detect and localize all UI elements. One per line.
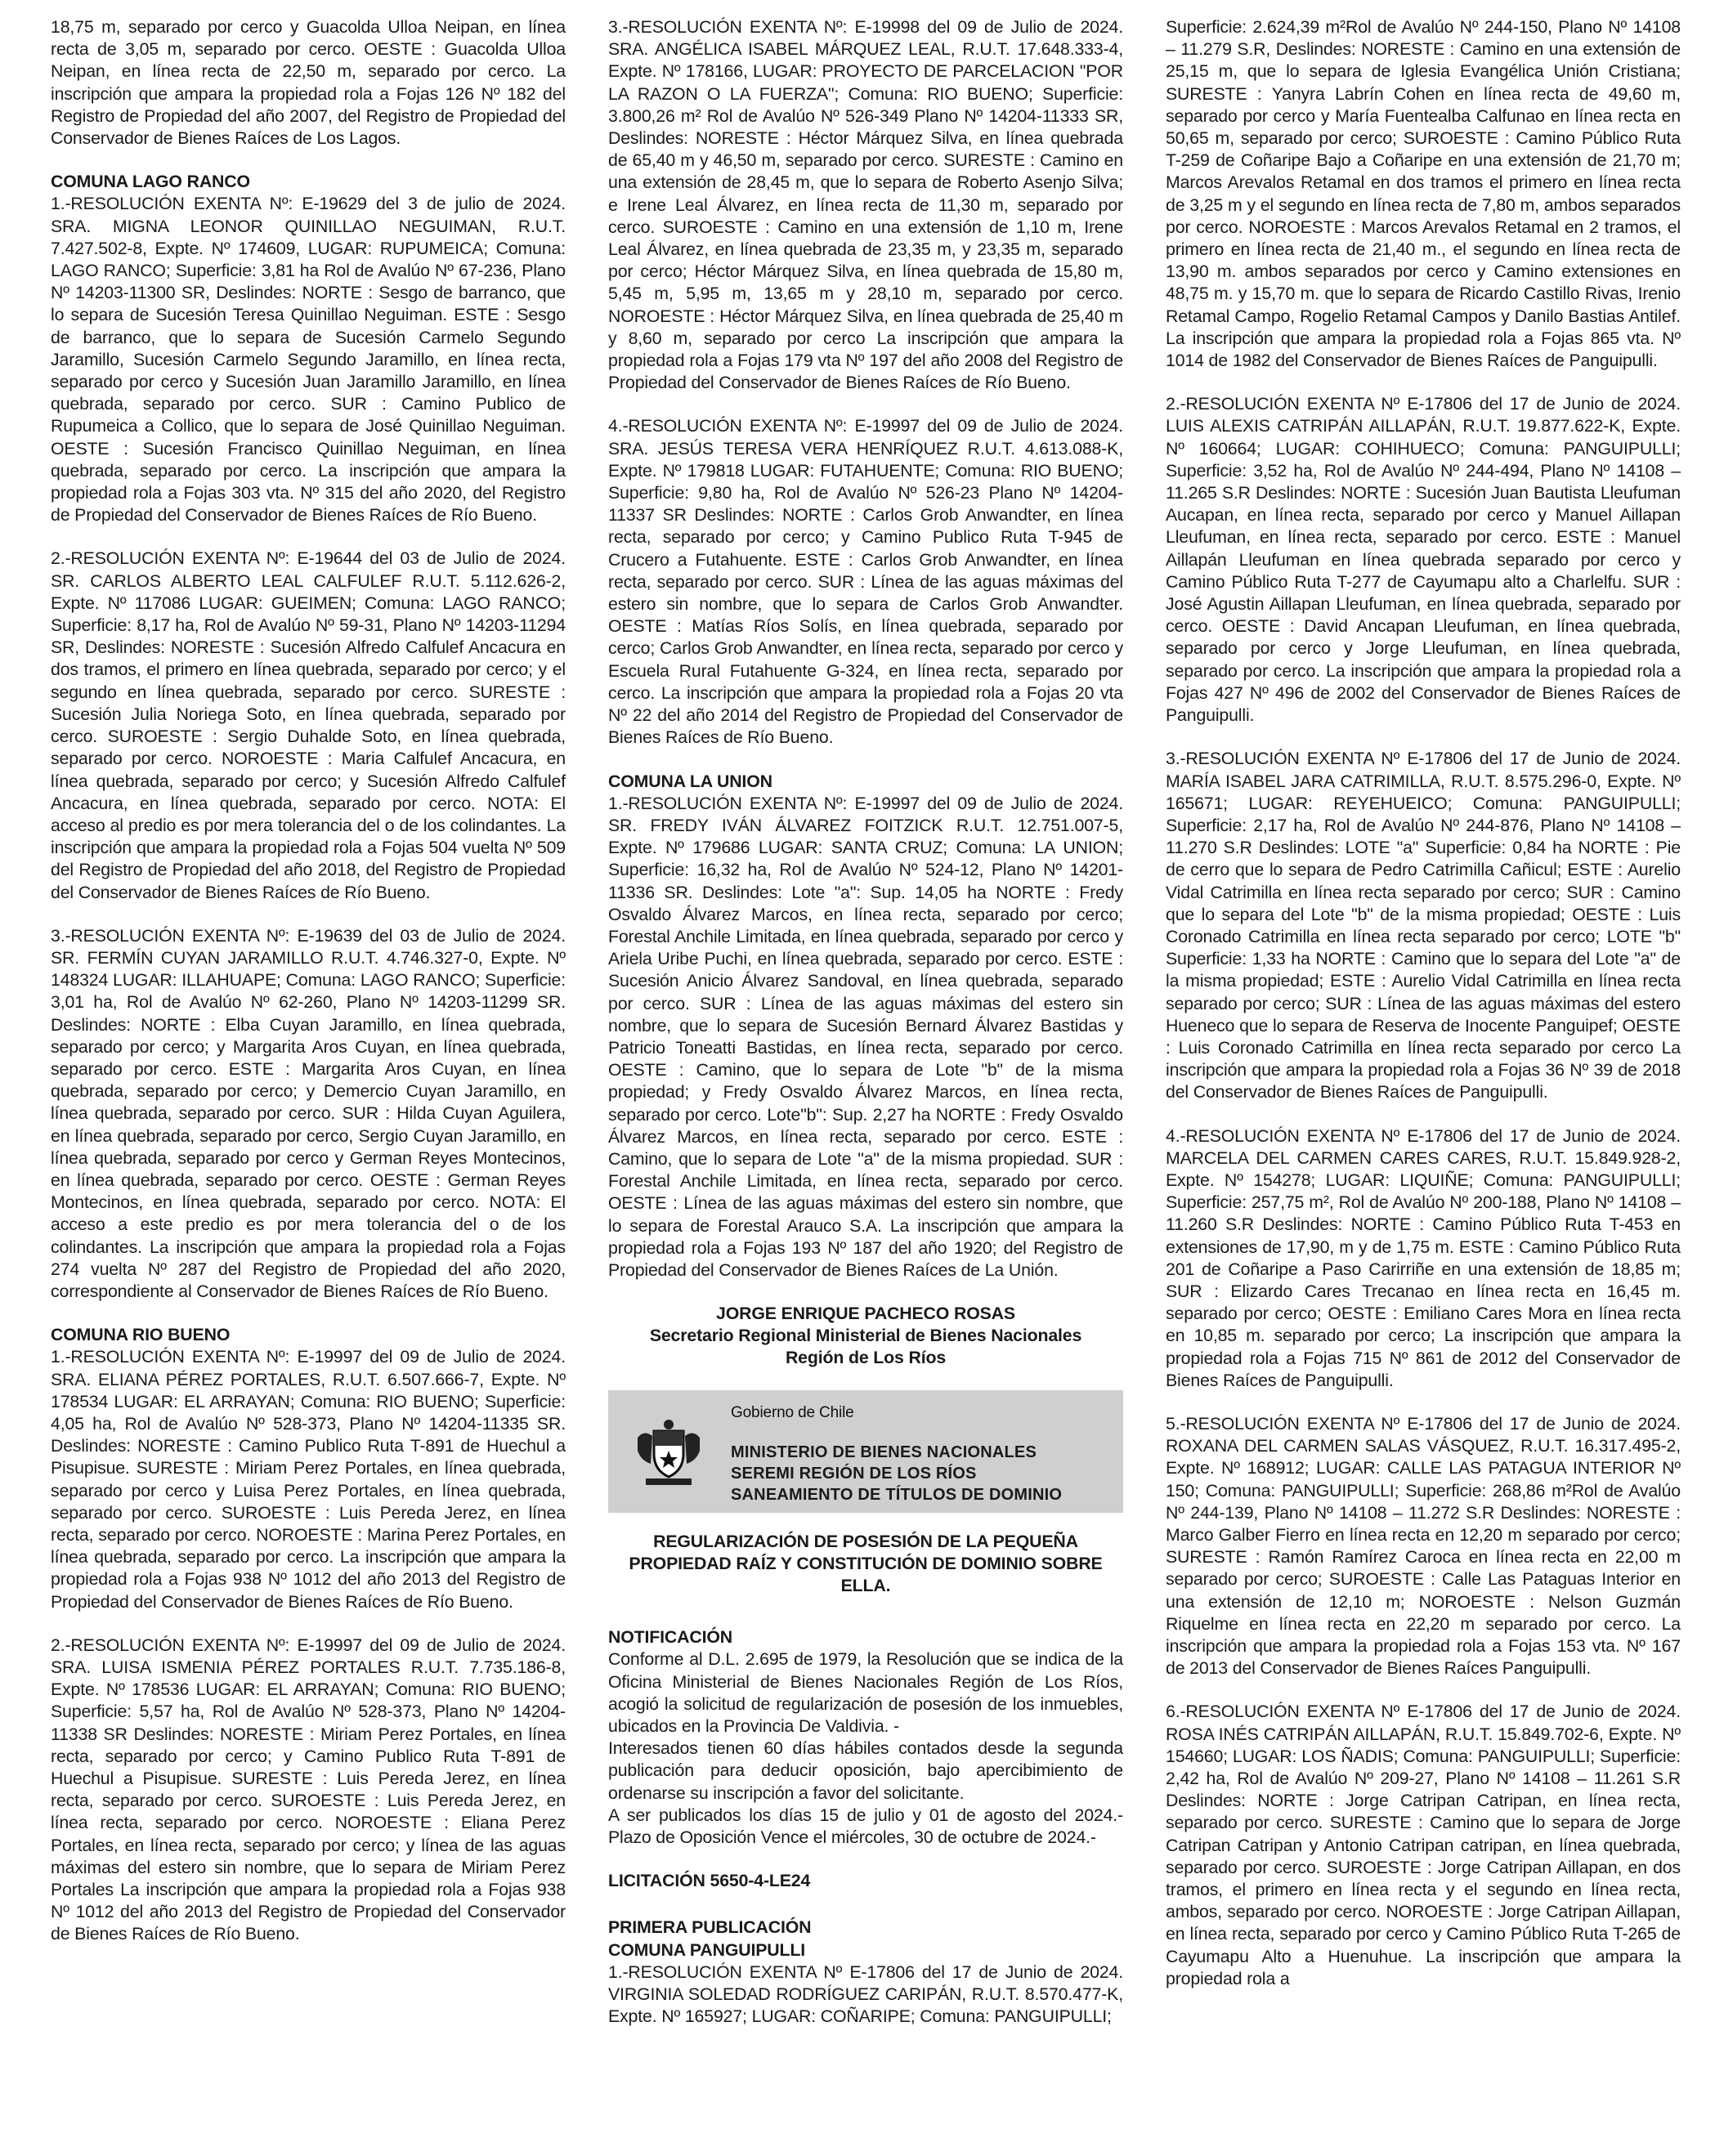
continued-text: 18,75 m, separado por cerco y Guacolda Ulloa Neipan, en línea recta de 3,05 m, separado por cerco. OESTE : Guacolda Ulloa Neipan, en línea recta de 22,50 m, separado por cerco. La inscripción que ampara la propiedad rola a Fojas 126 Nº 182 del Registro de Propiedad del año 2007, del Registro de Propiedad del Conservador de Bienes Raíces de Los Lagos. <box>51 17 566 149</box>
resolution-entry: 1.-RESOLUCIÓN EXENTA Nº E-17806 del 17 de Junio de 2024. VIRGINIA SOLEDAD RODRÍGUEZ CARIPÁN, R.U.T. 8.570.477-K, Expte. Nº 165927; LUGAR: COÑARIPE; Comuna: PANGUIPULLI; <box>608 1961 1123 2027</box>
ministry-logo-banner <box>608 1390 1123 1513</box>
regularizacion-line-2: PROPIEDAD RAÍZ Y CONSTITUCIÓN DE DOMINIO SOBRE ELLA. <box>629 1554 1103 1596</box>
continued-text: Superficie: 2.624,39 m²Rol de Avalúo Nº 244-150, Plano Nº 14108 – 11.279 S.R, Deslindes: NORESTE : Camino en una extensión de 25,15 m, que lo separa de Iglesia Evangélica Unión Cristiana; SURESTE : Yanyra Labrín Cohen en línea recta de 49,60 m, separado por cerco y María Fuentealba Calfunao en línea recta en 50,65 m, separado por cerco; SUROESTE : Camino Público Ruta T-259 de Coñaripe Bajo a Coñaripe en una extensión de 21,70 m; Marcos Arevalos Retamal en dos tramos el primero en línea recta de 3,25 m y el segundo en línea recta de 7,80 m, ambos separados por cerco. NOROESTE : Marcos Arevalos Retamal en 2 tramos, el primero en línea recta de 21,40 m., el segundo en línea recta de 13,90 m. ambos separados por cerco y Camino extensiones en 48,75 m. y 15,70 m. que lo separa de Ricardo Castillo Rivas, Irenio Retamal Campo, Rogelio Retamal Campos y Danilo Bastias Antilef. La inscripción que ampara la propiedad rola a Fojas 865 vta. Nº 1014 de 1982 del Conservador de Bienes Raíces de Panguipulli. <box>1166 17 1681 371</box>
gobierno-label: Gobierno de Chile <box>731 1404 854 1422</box>
resolution-entry: 5.-RESOLUCIÓN EXENTA Nº E-17806 del 17 de Junio de 2024. ROXANA DEL CARMEN SALAS VÁSQUEZ, R.U.T. 16.317.495-2, Expte. Nº 168912; LUGAR: CALLE LAS PATAGUA INTERIOR Nº 150; Comuna: PANGUIPULLI; Superficie: 268,86 m²Rol de Avalúo Nº 244-139, Plano Nº 14108 – 11.272 S.R Deslindes: NORESTE : Marco Galber Fierro en línea recta en 12,20 m separado por cerco; SURESTE : Ramón Ramírez Caroca en línea recta en 22,00 m separado por cerco; SUROESTE : Calle Las Pataguas Interior en una extensión de 12,10 m; NOROESTE : Nelson Guzmán Riquelme en línea recta en 22,20 m separado por cerco. La inscripción que ampara la propiedad rola a Fojas 153 vta. Nº 167 de 2013 del Conservador de Bienes Raíces Panguipulli. <box>1166 1413 1681 1679</box>
resolution-entry: 6.-RESOLUCIÓN EXENTA Nº E-17806 del 17 de Junio de 2024. ROSA INÉS CATRIPÁN AILLAPÁN, R.U.T. 15.849.702-6, Expte. Nº 154660; LUGAR: LOS ÑADIS; Comuna: PANGUIPULLI; Superficie: 2,42 ha, Rol de Avalúo Nº 209-27, Plano Nº 14108 – 11.261 S.R Deslindes: NORTE : Jorge Catripan Catripan, en línea recta, separado por cerco. SURESTE : Camino que lo separa de Jorge Catripan Catripan y Antonio Catripan catripan, en línea quebrada, separado por cerco. SUROESTE : Jorge Catripan Aillapan, en dos tramos, el primero en línea recta y el segundo en línea recta, ambos, separado por cerco. NOROESTE : Jorge Catripan Aillapan, en línea recta, separado por cerco y Camino Público Ruta T-265 de Cayumapu Alto a Huenuhue. La inscripción que ampara la propiedad rola a <box>1166 1702 1681 1988</box>
resolution-entry: 2.-RESOLUCIÓN EXENTA Nº: E-19997 del 09 de Julio de 2024. SRA. LUISA ISMENIA PÉREZ PORTALES R.U.T. 7.735.186-8, Expte. Nº 178536 LUGAR: EL ARRAYAN; Comuna: RIO BUENO; Superficie: 5,57 ha, Rol de Avalúo Nº 528-373, Plano Nº 14204-11338 SR Deslindes: NORESTE : Miriam Perez Portales, en línea recta, separado por cerco; y Camino Publico Ruta T-891 de Huechul a Pisupisue. SURESTE : Luis Pereda Jerez, en línea recta, separado por cerco. SUROESTE : Luis Pereda Jerez, en línea recta, separado por cerco. NOROESTE : Eliana Perez Portales, en línea recta, separado por cerco; y línea de las aguas máximas del estero sin nombre, que lo separa de Miriam Perez Portales La inscripción que ampara la propiedad rola a Fojas 938 Nº 1012 del año 2013 del Registro de Propiedad del Conservador de Bienes Raíces de Río Bueno. <box>51 1635 566 1944</box>
resolution-entry: 1.-RESOLUCIÓN EXENTA Nº: E-19997 del 09 de Julio de 2024. SR. FREDY IVÁN ÁLVAREZ FOITZICK R.U.T. 12.751.007-5, Expte. Nº 179686 LUGAR: SANTA CRUZ; Comuna: LA UNION; Superficie: 16,32 ha, Rol de Avalúo Nº 524-12, Plano Nº 14201-11336 SR. Deslindes: Lote "a": Sup. 14,05 ha NORTE : Fredy Osvaldo Álvarez Marcos, en línea recta, separado por cerco; Forestal Anchile Limitada, en línea quebrada, separado por cerco y Ariela Uribe Puchi, en línea quebrada, separado por cerco. ESTE : Sucesión Anicio Álvarez Sandoval, en línea quebrada, separado por cerco. SUR : Línea de las aguas máximas del estero sin nombre, que lo separa de Sucesión Bernard Álvarez Bastidas y Patricio Toneatti Bastidas, en línea recta, separado por cerco. OESTE : Camino, que lo separa de Lote "b" de la misma propiedad; y Fredy Osvaldo Álvarez Marcos, en línea recta, separado por cerco. Lote"b": Sup. 2,27 ha NORTE : Fredy Osvaldo Álvarez Marcos, en línea recta, separado por cerco. ESTE : Camino, que lo separa de Lote "a" de la misma propiedad. SUR : Forestal Anchile Limitada, en línea recta, separado por cerco. OESTE : Línea de las aguas máximas del estero sin nombre, que lo separa de Forestal Arauco S.A. La inscripción que ampara la propiedad rola a Fojas 193 Nº 187 del año 1920; del Registro de Propiedad del Conservador de Bienes Raíces de La Unión. <box>608 793 1123 1280</box>
licitacion-label: LICITACIÓN 5650-4-LE24 <box>608 1871 811 1891</box>
section-title-panguipulli: COMUNA PANGUIPULLI <box>608 1939 806 1960</box>
resolution-entry: 4.-RESOLUCIÓN EXENTA Nº E-17806 del 17 de Junio de 2024. MARCELA DEL CARMEN CARES CARES, R.U.T. 15.849.928-2, Expte. Nº 154278; LUGAR: LIQUIÑE; Comuna: PANGUIPULLI; Superficie: 257,75 m², Rol de Avalúo Nº 200-188, Plano Nº 14108 – 11.260 S.R Deslindes: NORTE : Camino Público Ruta T-453 en extensiones de 17,90, m y de 1,75 m. ESTE : Camino Público Ruta 201 de Coñaripe a Paso Carirriñe en una extensión de 18,85 m; SUR : Elizardo Cares Trecanao en línea recta en 16,45 m. separado por cerco; OESTE : Emiliano Cares Mora en línea recta en 10,85 m. separado por cerco; La inscripción que ampara la propiedad rola a Fojas 715 Nº 861 de 2012 del Conservador de Bienes Raíces de Panguipulli. <box>1166 1125 1681 1390</box>
notificacion-body-3: A ser publicados los días 15 de julio y 01 de agosto del 2024.- Plazo de Oposición Vence el miércoles, 30 de octubre de 2024.- <box>608 1805 1123 1847</box>
saneamiento-line: SANEAMIENTO DE TÍTULOS DE DOMINIO <box>731 1486 1063 1505</box>
column-3 <box>1166 16 1681 2141</box>
resolution-entry: 3.-RESOLUCIÓN EXENTA Nº: E-19639 del 03 de Julio de 2024. SR. FERMÍN CUYAN JARAMILLO R.U.T. 4.746.327-0, Expte. Nº 148324 LUGAR: ILLAHUAPE; Comuna: LAGO RANCO; Superficie: 3,01 ha, Rol de Avalúo Nº 62-260, Plano Nº 14203-11299 SR. Deslindes: NORTE : Elba Cuyan Jaramillo, en línea quebrada, separado por cerco; y Margarita Aros Cuyan, en línea quebrada, separado por cerco. ESTE : Margarita Aros Cuyan, en línea quebrada, separado por cerco; y Demercio Cuyan Jaramillo, en línea quebrada, separado por cerco. SUR : Hilda Cuyan Aguilera, en línea quebrada, separado por cerco, Sergio Cuyan Jaramillo, en línea quebrada, separado por cerco y German Reyes Montecinos, en línea quebrada, separado por cerco. OESTE : German Reyes Montecinos, en línea quebrada, separado por cerco. NOTA: El acceso a este predio es por mera tolerancia del o de los colindantes. La inscripción que ampara la propiedad rola a Fojas 274 vuelta Nº 287 del Registro de Propiedad del año 2020, correspondiente al Conservador de Bienes Raíces de Río Bueno. <box>51 925 566 1301</box>
regularizacion-heading <box>608 1531 1123 1597</box>
section-title-la-union: COMUNA LA UNION <box>608 771 772 791</box>
logo-text <box>731 1402 1062 1505</box>
primera-publicacion-label: PRIMERA PUBLICACIÓN <box>608 1917 812 1938</box>
newspaper-page <box>51 16 1681 2141</box>
resolution-entry: 3.-RESOLUCIÓN EXENTA Nº: E-19998 del 09 de Julio de 2024. SRA. ANGÉLICA ISABEL MÁRQUEZ LEAL, R.U.T. 17.648.333-4, Expte. Nº 178166, LUGAR: PROYECTO DE PARCELACION "POR LA RAZON O LA FUERZA"; Comuna: RIO BUENO; Superficie: 3.800,26 m² Rol de Avalúo Nº 526-349 Plano Nº 14204-11333 SR, Deslindes: NORESTE : Héctor Márquez Silva, en línea quebrada de 65,40 m y 46,50 m, separado por cerco. SURESTE : Camino en una extensión de 28,45 m, que lo separa de Roberto Asenjo Silva; e Irene Leal Álvarez, en línea recta de 11,30 m, separado por cerco. SUROESTE : Camino en una extensión de 1,10 m, Irene Leal Álvarez, en línea quebrada de 23,35 m, y 23,35 m, separado por cerco; Héctor Márquez Silva, en línea quebrada de 15,80 m, 5,45 m, 5,95 m, 13,65 m y 28,10 m, separado por cerco. NOROESTE : Héctor Márquez Silva, en línea quebrada de 25,40 m y 8,60 m, separado por cerco La inscripción que ampara la propiedad rola a Fojas 179 vta Nº 197 del año 2008 del Registro de Propiedad del Conservador de Bienes Raíces de Río Bueno. <box>608 17 1123 393</box>
resolution-entry: 3.-RESOLUCIÓN EXENTA Nº E-17806 del 17 de Junio de 2024. MARÍA ISABEL JARA CATRIMILLA, R.U.T. 8.575.296-0, Expte. Nº 165671; LUGAR: REYEHUEICO; Comuna: PANGUIPULLI; Superficie: 2,17 ha, Rol de Avalúo Nº 244-876, Plano Nº 14108 – 11.270 S.R Deslindes: LOTE "a" Superficie: 0,84 ha NORTE : Pie de cerro que lo separa de Pedro Catrimilla Cañicul; ESTE : Aurelio Vidal Catrimilla en línea recta separado por cerco; SUR : Camino que lo separa del Lote "b" de la misma propiedad; OESTE : Luis Coronado Catrimilla en línea recta separado por cerco; LOTE "b" Superficie: 1,33 ha NORTE : Camino que lo separa del Lote "a" de la misma propiedad; ESTE : Aurelio Vidal Catrimilla en línea recta separado por cerco; SUR : Línea de las aguas máximas del estero Hueneco que lo separa de Reserva de Inocente Panguipef; OESTE : Luis Coronado Catrimilla en línea recta separado por cerco La inscripción que ampara la propiedad rola a Fojas 36 Nº 39 de 2018 del Conservador de Bienes Raíces de Panguipulli. <box>1166 749 1681 1103</box>
regularizacion-line-1: REGULARIZACIÓN DE POSESIÓN DE LA PEQUEÑA <box>653 1532 1078 1552</box>
ministry-line: MINISTERIO DE BIENES NACIONALES <box>731 1443 1037 1462</box>
seremi-line: SEREMI REGIÓN DE LOS RÍOS <box>731 1465 977 1483</box>
resolution-entry: 1.-RESOLUCIÓN EXENTA Nº: E-19997 del 09 de Julio de 2024. SRA. ELIANA PÉREZ PORTALES, R.U.T. 6.507.666-7, Expte. Nº 178534 LUGAR: EL ARRAYAN; Comuna: RIO BUENO; Superficie: 4,05 ha, Rol de Avalúo Nº 528-373, Plano Nº 14204-11335 SR. Deslindes: NORESTE : Camino Publico Ruta T-891 de Huechul a Pisupisue. SURESTE : Miriam Perez Portales, en línea quebrada, separado por cerco y Luisa Perez Portales, en línea quebrada, separado por cerco. SUROESTE : Luis Pereda Jerez, en línea recta, separado por cerco. NOROESTE : Marina Perez Portales, en línea quebrada, separado por cerco. La inscripción que ampara la propiedad rola a Fojas 938 Nº 1012 del año 2013 del Registro de Propiedad del Conservador de Bienes Raíces de Río Bueno. <box>51 1347 566 1612</box>
signature-block <box>608 1303 1123 1369</box>
resolution-entry: 2.-RESOLUCIÓN EXENTA Nº E-17806 del 17 de Junio de 2024. LUIS ALEXIS CATRIPÁN AILLAPÁN, R.U.T. 19.877.622-K, Expte. Nº 160664; LUGAR: COHIHUECO; Comuna: PANGUIPULLI; Superficie: 3,52 ha, Rol de Avalúo Nº 244-494, Plano Nº 14108 – 11.265 S.R Deslindes: NORTE : Sucesión Juan Bautista Lleufuman Aucapan, en línea recta, separado por cerco y Manuel Aillapan Lleufuman, en línea recta, separado por cerco. ESTE : Manuel Aillapán Lleufuman en línea quebrada separado por cerco y Camino Público Ruta T-277 de Cayumapu alto a Charlelfu. SUR : José Agustin Aillapan Lleufuman, en línea quebrada, separado por cerco. OESTE : David Ancapan Lleufuman, en línea quebrada, separado por cerco y Jorge Lleufuman, en línea quebrada, separado por cerco. La inscripción que ampara la propiedad rola a Fojas 427 Nº 496 de 2002 del Conservador de Bienes Raíces de Panguipulli. <box>1166 394 1681 726</box>
notificacion-body: Conforme al D.L. 2.695 de 1979, la Resolución que se indica de la Oficina Ministerial de Bienes Nacionales Región de Los Ríos, acogió la solicitud de regularización de posesión de los inmuebles, ubicados en la Provincia De Valdivia. - <box>608 1649 1123 1736</box>
chile-coat-of-arms-icon <box>629 1413 708 1492</box>
column-1 <box>51 16 566 2141</box>
notificacion-title: NOTIFICACIÓN <box>608 1627 732 1648</box>
section-title-rio-bueno: COMUNA RIO BUENO <box>51 1325 231 1345</box>
resolution-entry: 2.-RESOLUCIÓN EXENTA Nº: E-19644 del 03 de Julio de 2024. SR. CARLOS ALBERTO LEAL CALFULEF R.U.T. 5.112.626-2, Expte. Nº 117086 LUGAR: GUEIMEN; Comuna: LAGO RANCO; Superficie: 8,17 ha, Rol de Avalúo Nº 59-31, Plano Nº 14203-11294 SR, Deslindes: NORESTE : Sucesión Alfredo Calfulef Ancacura en dos tramos, el primero en línea quebrada, separado por cerco; y el segundo en línea quebrada, separado por cerco. SURESTE : Sucesión Julia Noriega Soto, en línea quebrada, separado por cerco. SUROESTE : Sergio Duhalde Soto, en línea quebrada, separado por cerco. NOROESTE : Maria Calfulef Ancacura, en línea quebrada, separado por cerco; y Sucesión Alfredo Calfulef Ancacura, en línea quebrada, separado por cerco. NOTA: El acceso al predio es por mera tolerancia del o de los colindantes. La inscripción que ampara la propiedad rola a Fojas 504 vuelta Nº 509 del Registro de Propiedad del año 2018, del Registro de Propiedad del Conservador de Bienes Raíces de Río Bueno. <box>51 548 566 902</box>
section-title-lago-ranco: COMUNA LAGO RANCO <box>51 172 250 192</box>
signatory-name: JORGE ENRIQUE PACHECO ROSAS <box>716 1304 1015 1324</box>
signatory-region: Región de Los Ríos <box>785 1348 947 1368</box>
column-2 <box>608 16 1123 2141</box>
signatory-role: Secretario Regional Ministerial de Bienes Nacionales <box>649 1326 1082 1346</box>
resolution-entry: 4.-RESOLUCIÓN EXENTA Nº: E-19997 del 09 de Julio de 2024. SRA. JESÚS TERESA VERA HENRÍQUEZ R.U.T. 4.613.088-K, Expte. Nº 179818 LUGAR: FUTAHUENTE; Comuna: RIO BUENO; Superficie: 9,80 ha, Rol de Avalúo Nº 526-23 Plano Nº 14204-11337 SR Deslindes: NORTE : Carlos Grob Anwandter, en línea recta, separado por cerco; y Camino Publico Ruta T-945 de Crucero a Futahuente. ESTE : Carlos Grob Anwandter, en línea recta, separado por cerco. SUR : Línea de las aguas máximas del estero sin nombre, que lo separa de Carlos Grob Anwandter. OESTE : Matías Ríos Solís, en línea quebrada, separado por cerco; Carlos Grob Anwandter, en línea recta, separado por cerco y Escuela Rural Futahuente G-324, en línea recta, separado por cerco. La inscripción que ampara la propiedad rola a Fojas 20 vta Nº 22 del año 2014 del Registro de Propiedad del Conservador de Bienes Raíces de Río Bueno. <box>608 416 1123 748</box>
notificacion-body-2: Interesados tienen 60 días hábiles contados desde la segunda publicación para deducir oposición, bajo apercibimiento de ordenarse su inscripción a favor del solicitante. <box>608 1738 1123 1803</box>
resolution-entry: 1.-RESOLUCIÓN EXENTA Nº: E-19629 del 3 de julio de 2024. SRA. MIGNA LEONOR QUINILLAO NEGUIMAN, R.U.T. 7.427.502-8, Expte. Nº 174609, LUGAR: RUPUMEICA; Comuna: LAGO RANCO; Superficie: 3,81 ha Rol de Avalúo Nº 67-236, Plano Nº 14203-11300 SR, Deslindes: NORTE : Sesgo de barranco, que lo separa de Sucesión Teresa Quinillao Neguiman. ESTE : Sesgo de barranco, que lo separa de Sucesión Carmelo Segundo Jaramillo, Sucesión Carmelo Segundo Jaramillo, en línea recta, separado por cerco y Sucesión Juan Jaramillo Jaramillo, en línea quebrada, separado por cerco. SUR : Camino Publico de Rupumeica a Collico, que lo separa de José Quinillao Neguiman. OESTE : Sucesión Francisco Quinillao Neguiman, en línea quebrada, separado por cerco. La inscripción que ampara la propiedad rola a Fojas 303 vta. Nº 315 del año 2020, del Registro de Propiedad del Conservador de Bienes Raíces de Río Bueno. <box>51 194 566 526</box>
